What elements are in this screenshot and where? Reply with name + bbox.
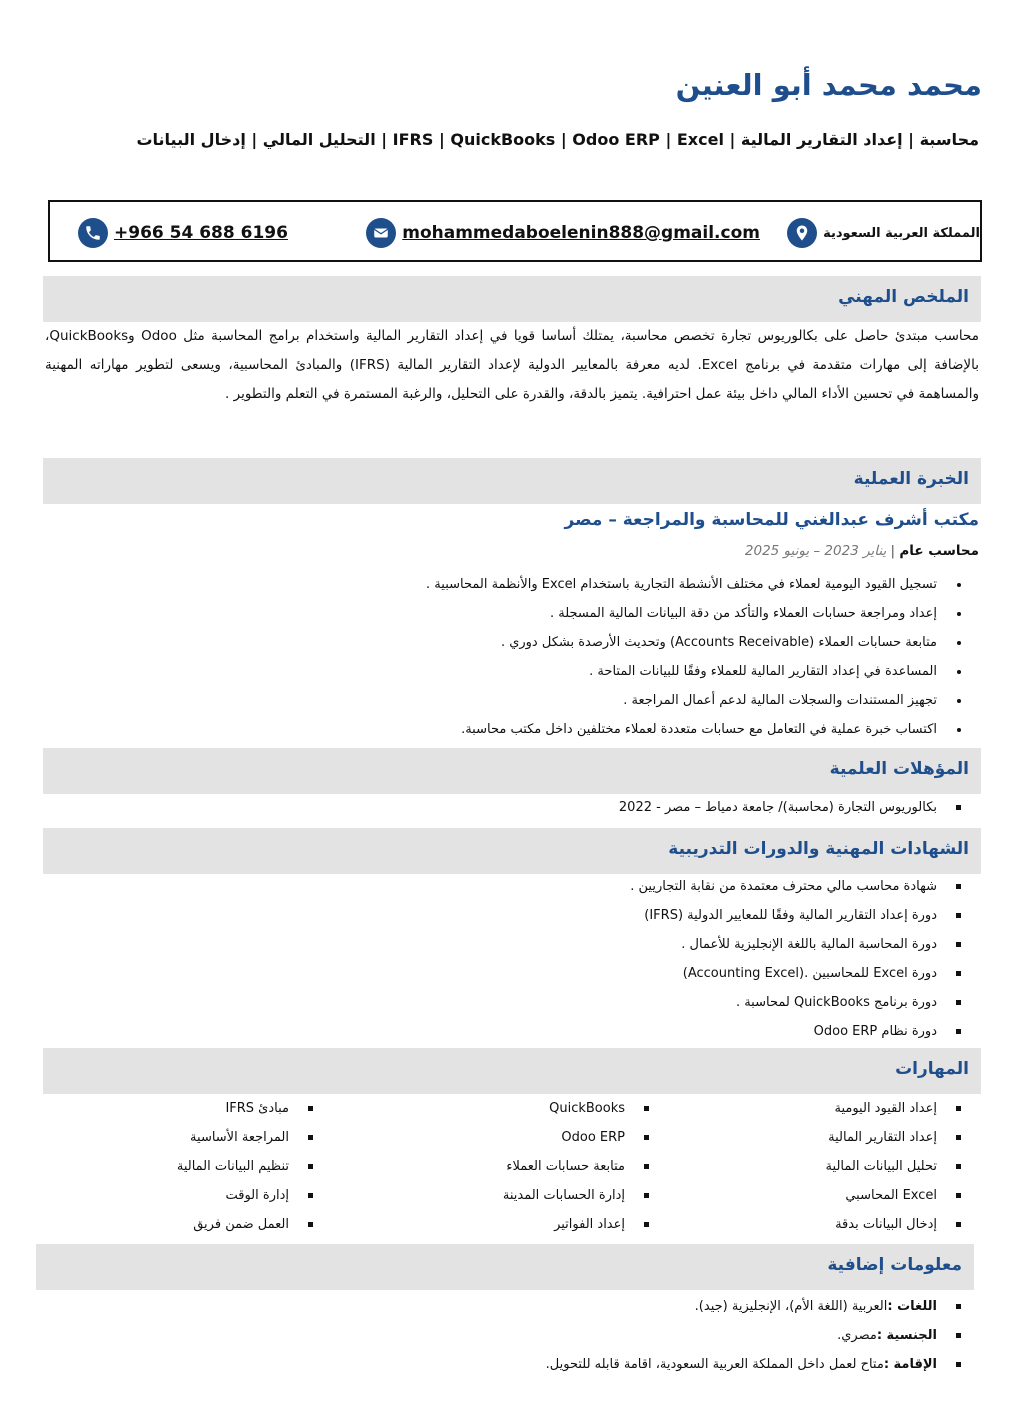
experience-list — [426, 570, 979, 744]
location-text: المملكة العربية السعودية — [823, 225, 980, 241]
phone-icon — [78, 218, 108, 248]
list-item: إدخال البيانات بدقة — [826, 1210, 979, 1239]
list-item: دورة برنامج QuickBooks لمحاسبة . — [630, 988, 979, 1017]
list-item: تحليل البيانات المالية — [826, 1152, 979, 1181]
section-title: الشهادات المهنية والدورات التدريبية — [668, 839, 969, 859]
professional-headline: محاسبة | إعداد التقارير المالية | IFRS | QuickBooks | Odoo ERP | Excel | التحليل المالي | إدخال البيانات — [136, 130, 979, 149]
role-period: يناير 2023 – يونيو 2025 — [744, 543, 887, 559]
list-item: المراجعة الأساسية — [177, 1123, 331, 1152]
list-item: بكالوريوس التجارة (محاسبة)/ جامعة دمياط – مصر - 2022 — [619, 793, 979, 822]
list-item: إعداد الفواتير — [503, 1210, 667, 1239]
list-item: Odoo ERP — [503, 1123, 667, 1152]
list-item: تجهيز المستندات والسجلات المالية لدعم أعمال المراجعة . — [426, 686, 979, 715]
contact-email[interactable] — [366, 218, 760, 248]
list-item: إدارة الحسابات المدينة — [503, 1181, 667, 1210]
section-skills — [43, 1048, 981, 1094]
list-item — [546, 1292, 979, 1321]
skills-column-2 — [503, 1094, 667, 1239]
list-item — [546, 1321, 979, 1350]
info-label: الإقامة : — [883, 1357, 937, 1372]
contact-location — [787, 218, 980, 248]
section-title: معلومات إضافية — [827, 1255, 962, 1275]
summary-text: محاسب مبتدئ حاصل على بكالوريوس تجارة تخصص محاسبة، يمتلك أساسا قويا في إعداد التقارير المالية واستخدام برامج المحاسبة مثل Odoo وQuickBooks، بالإضافة إلى مهارات متقدمة في برنامج Excel. لديه معرفة بالمعايير الدولية لإعداد التقارير المالية (IFRS) والمبادئ المحاسبية، ويسعى لتطوير مهاراته المهنية والمساهمة في تحسين الأداء المالي داخل بيئة عمل احترافية. يتميز بالدقة، والقدرة على التحليل، والرغبة المستمرة في التعلم والتطوير . — [45, 328, 979, 402]
role-line — [745, 543, 979, 559]
info-value: متاح لعمل داخل المملكة العربية السعودية، اقامة قابله للتحويل. — [545, 1357, 884, 1372]
list-item: دورة المحاسبة المالية باللغة الإنجليزية للأعمال . — [630, 930, 979, 959]
list-item: شهادة محاسب مالي محترف معتمدة من نقابة التجاريين . — [630, 872, 979, 901]
section-certificates — [43, 828, 981, 874]
contact-phone[interactable] — [78, 218, 288, 248]
candidate-name: محمد محمد أبو العنين — [675, 68, 982, 102]
skills-column-3 — [177, 1094, 331, 1239]
envelope-icon — [366, 218, 396, 248]
list-item: مبادئ IFRS — [177, 1094, 331, 1123]
education-list — [619, 793, 979, 822]
section-additional — [36, 1244, 974, 1290]
certificates-list — [630, 872, 979, 1046]
role-title: محاسب عام — [899, 543, 979, 559]
list-item: QuickBooks — [503, 1094, 667, 1123]
list-item: إعداد التقارير المالية — [826, 1123, 979, 1152]
list-item: العمل ضمن فريق — [177, 1210, 331, 1239]
list-item: تسجيل القيود اليومية لعملاء في مختلف الأنشطة التجارية باستخدام Excel والأنظمة المحاسبية . — [426, 570, 979, 599]
info-label: الجنسية : — [876, 1328, 937, 1343]
section-experience — [43, 458, 981, 504]
info-label: اللغات : — [887, 1299, 937, 1314]
email-link[interactable]: mohammedaboelenin888@gmail.com — [402, 223, 760, 243]
map-pin-icon — [787, 218, 817, 248]
list-item: المساعدة في إعداد التقارير المالية للعملاء وفقًا للبيانات المتاحة . — [426, 657, 979, 686]
company-name: مكتب أشرف عبدالغني للمحاسبة والمراجعة – مصر — [564, 510, 979, 530]
section-title: الخبرة العملية — [853, 469, 969, 489]
list-item: تنظيم البيانات المالية — [177, 1152, 331, 1181]
list-item: إدارة الوقت — [177, 1181, 331, 1210]
section-education — [43, 748, 981, 794]
section-title: المهارات — [895, 1059, 969, 1079]
contact-box — [48, 200, 982, 262]
list-item: إعداد ومراجعة حسابات العملاء والتأكد من دقة البيانات المالية المسجلة . — [426, 599, 979, 628]
additional-list — [546, 1292, 979, 1379]
list-item: اكتساب خبرة عملية في التعامل مع حسابات متعددة لعملاء مختلفين داخل مكتب محاسبة. — [426, 715, 979, 744]
role-separator: | — [890, 543, 896, 559]
list-item: دورة إعداد التقارير المالية وفقًا للمعايير الدولية (IFRS) — [630, 901, 979, 930]
list-item — [546, 1350, 979, 1379]
list-item: متابعة حسابات العملاء (Accounts Receivable) وتحديث الأرصدة بشكل دوري . — [426, 628, 979, 657]
list-item: دورة Excel للمحاسبين .(Accounting Excel) — [630, 959, 979, 988]
phone-link[interactable]: +966 54 688 6196 — [114, 223, 288, 243]
skills-column-1 — [826, 1094, 979, 1239]
section-summary — [43, 276, 981, 322]
list-item: دورة نظام Odoo ERP — [630, 1017, 979, 1046]
list-item: متابعة حسابات العملاء — [503, 1152, 667, 1181]
section-title: المؤهلات العلمية — [829, 759, 969, 779]
info-value: العربية (اللغة الأم)، الإنجليزية (جيد). — [694, 1299, 888, 1314]
list-item: إعداد القيود اليومية — [826, 1094, 979, 1123]
section-title: الملخص المهني — [838, 287, 969, 307]
list-item: Excel المحاسبي — [826, 1181, 979, 1210]
info-value: مصري. — [837, 1328, 877, 1343]
